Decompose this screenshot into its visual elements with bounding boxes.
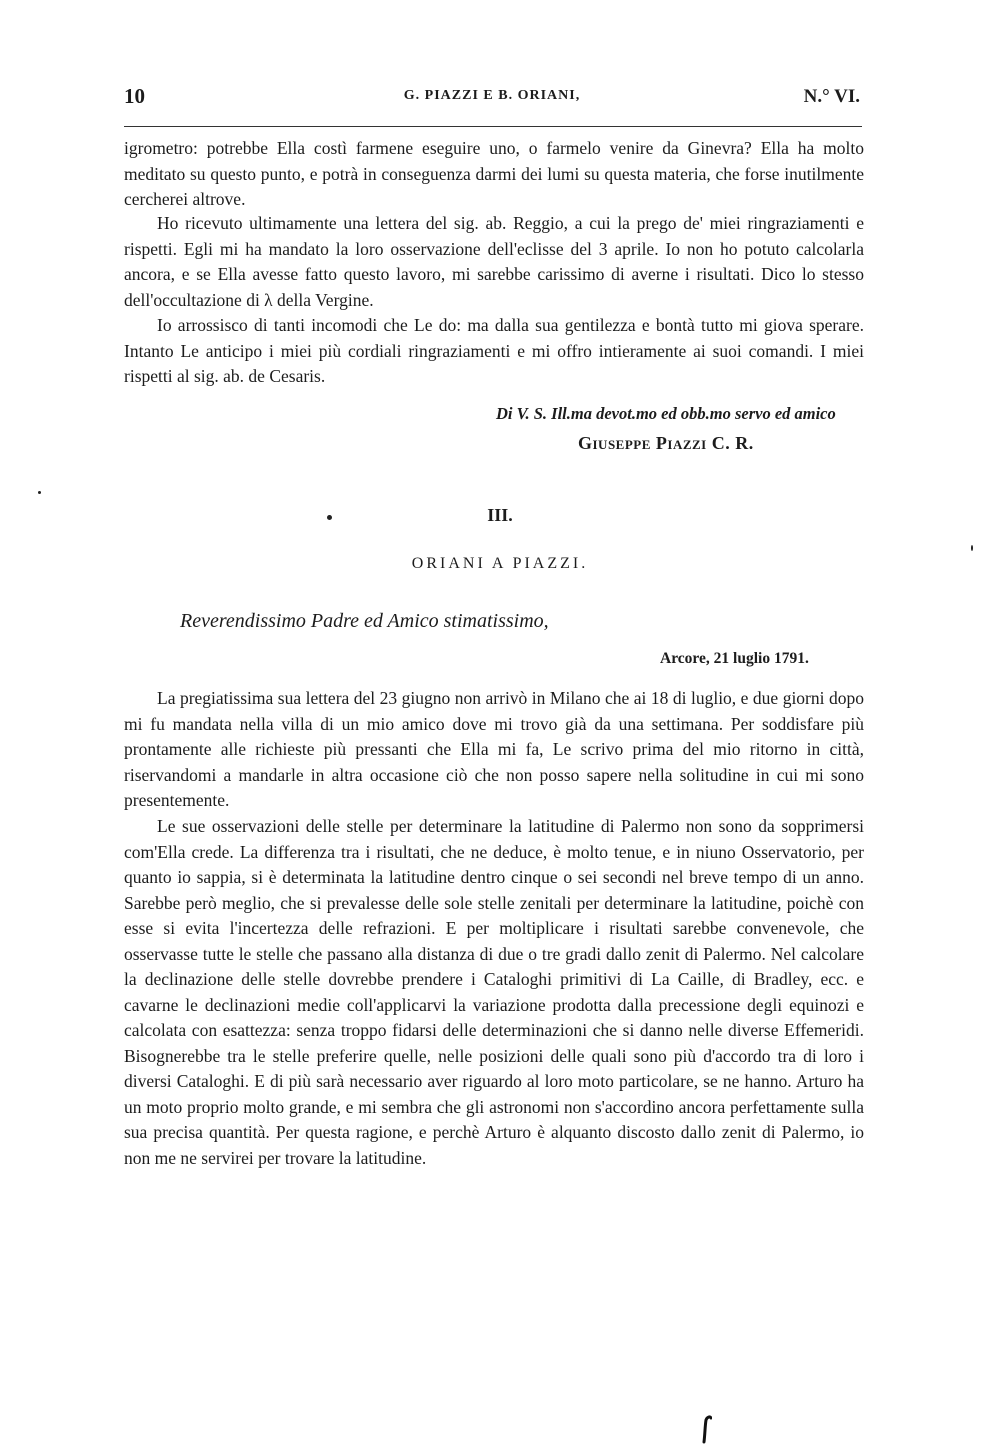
paragraph-text: igrometro: potrebbe Ella costì farmene eseguire uno, o farmelo venire da Ginevra? Ella ha molto meditato su questo punto, e potrà in conseguenza darmi dei lumi su questa materia, che forse inutilmente cercherei altrove. — [124, 138, 864, 209]
page-number: 10 — [124, 84, 145, 108]
letter-piazzi-paragraph-2 — [124, 211, 864, 313]
letter-closing: Di V. S. Ill.ma devot.mo ed obb.mo servo ed amico — [496, 404, 836, 423]
scan-speck — [38, 491, 41, 494]
header-rule — [124, 126, 862, 127]
paragraph-text: La pregiatissima sua lettera del 23 giugno non arrivò in Milano che ai 18 di luglio, e due giorni dopo mi fu mandata nella villa di un mio amico dove mi trovo già da una settimana. Per soddisfare più prontamente alle richieste più pressanti che Ella mi fa, Le scrivo prima del mio ritorno in città, riservandomi a mandarle in altra occasione ciò che non posso sapere nella solitudine in cui mi sono presentemente. — [124, 688, 864, 810]
letter-signature: Giuseppe Piazzi C. R. — [578, 433, 754, 453]
paragraph-text: Io arrossisco di tanti incomodi che Le do: ma dalla sua gentilezza e bontà tutto mi giova sperare. Intanto Le anticipo i miei più cordiali ringraziamenti e mi offro intieramente ai suoi comandi. I miei rispetti al sig. ab. de Cesaris. — [124, 315, 864, 386]
letter-oriani-paragraph-1 — [124, 686, 864, 814]
section-number: III. — [487, 505, 513, 525]
paragraph-text: Le sue osservazioni delle stelle per determinare la latitudine di Palermo non sono da sopprimersi com'Ella crede. La differenza tra i risultati, che ne deduce, è molto tenue, e in niuno Osservatorio, per quanto io sappia, si è determinata la latitudine dentro cinque o sei secondi nel breve tempo di un anno. Sarebbe però meglio, che si prevalesse delle sole stelle zenitali per determinare la latitudine, poichè con esse si evita l'incertezza delle refrazioni. E per moltiplicare i risultati sarebbe convenevole, che osservasse tutte le stelle che passano alla distanza di due o tre gradi dallo zenit di Palermo. Nel calcolare la declinazione delle stelle dovrebbe prendere i Cataloghi primitivi di La Caille, di Bradley, ecc. e cavarne le declinazioni medie coll'applicarvi la variazione prodotta dalla precessione degli equinozi e calcolata con esattezza: senza troppo fidarsi delle determinazioni che si danno nelle diverse Effemeridi. Bisognerebbe tra le stelle preferire quelle, nelle posizioni delle quali sono più d'accordo tra di loro i diversi Cataloghi. E di più sarà necessario aver riguardo al loro moto particolare, se ne hanno. Arturo ha un moto proprio molto grande, e mi sembra che gli astronomi non s'accordino ancora perfettamente sulla sua precisa quantità. Per questa ragione, e perchè Arturo è alquanto discosto dallo zenit di Palermo, io non me ne servirei per trovare la latitudine. — [124, 816, 864, 1168]
scan-speck — [971, 545, 973, 551]
running-title: G. PIAZZI E B. ORIANI, — [403, 88, 581, 103]
ink-mark — [702, 1414, 712, 1444]
section-title: ORIANI A PIAZZI. — [411, 555, 589, 572]
letter-dateline: Arcore, 21 luglio 1791. — [660, 650, 809, 667]
letter-oriani-paragraph-2 — [124, 814, 864, 1171]
scan-speck — [327, 515, 332, 520]
paragraph-text: Ho ricevuto ultimamente una lettera del sig. ab. Reggio, a cui la prego de' miei ringraziamenti e rispetti. Egli mi ha mandato la loro osservazione dell'eclisse del 3 aprile. Io non ho potuto calcolarla ancora, e se Ella avesse fatto questo lavoro, mi sarebbe carissimo di averne i risultati. Dico lo stesso dell'occultazione di λ della Vergine. — [124, 213, 864, 310]
letter-piazzi-paragraph-1 — [124, 136, 864, 213]
running-header — [124, 84, 860, 112]
letter-salutation: Reverendissimo Padre ed Amico stimatissimo, — [180, 610, 549, 632]
volume-number: N.° VI. — [803, 86, 860, 107]
letter-piazzi-paragraph-3 — [124, 313, 864, 390]
